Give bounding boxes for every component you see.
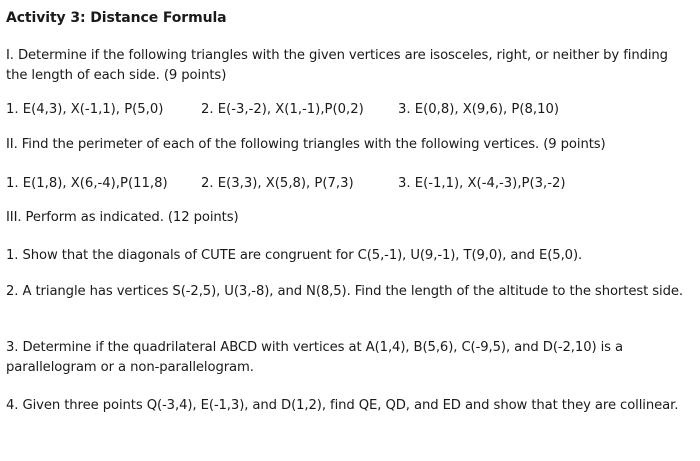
part1-item-2: 2. E(-3,-2), X(1,-1),P(0,2): [201, 102, 364, 117]
part1-items: [6, 100, 696, 120]
part1-instruction: I. Determine if the following triangles with the given vertices are isosceles, right, or neither by finding the length of each side. (9 points): [6, 48, 668, 83]
part1-item-3: 3. E(0,8), X(9,6), P(8,10): [398, 102, 560, 117]
part2-items: [6, 174, 696, 194]
part3-item-3: 3. Determine if the quadrilateral ABCD with vertices at A(1,4), B(5,6), C(-9,5), and D(-2,10) is a parallelogram or a non-parallelogram.: [6, 340, 624, 375]
worksheet-title: Activity 3: Distance Formula: [6, 10, 227, 26]
part2-instruction: II. Find the perimeter of each of the following triangles with the following vertices. (9 points): [6, 137, 606, 152]
part1-item-1: 1. E(4,3), X(-1,1), P(5,0): [6, 102, 164, 117]
part2-item-2: 2. E(3,3), X(5,8), P(7,3): [201, 176, 354, 191]
part2-item-1: 1. E(1,8), X(6,-4),P(11,8): [6, 176, 168, 191]
part3-item-2: 2. A triangle has vertices S(-2,5), U(3,-8), and N(8,5). Find the length of the altitude to the shortest side.: [6, 284, 683, 299]
part2-item-3: 3. E(-1,1), X(-4,-3),P(3,-2): [398, 176, 566, 191]
part3-item-1: 1. Show that the diagonals of CUTE are congruent for C(5,-1), U(9,-1), T(9,0), and E(5,0).: [6, 248, 583, 263]
part3-instruction: III. Perform as indicated. (12 points): [6, 210, 239, 225]
part3-item-4: 4. Given three points Q(-3,4), E(-1,3), and D(1,2), find QE, QD, and ED and show that they are collinear.: [6, 398, 679, 413]
